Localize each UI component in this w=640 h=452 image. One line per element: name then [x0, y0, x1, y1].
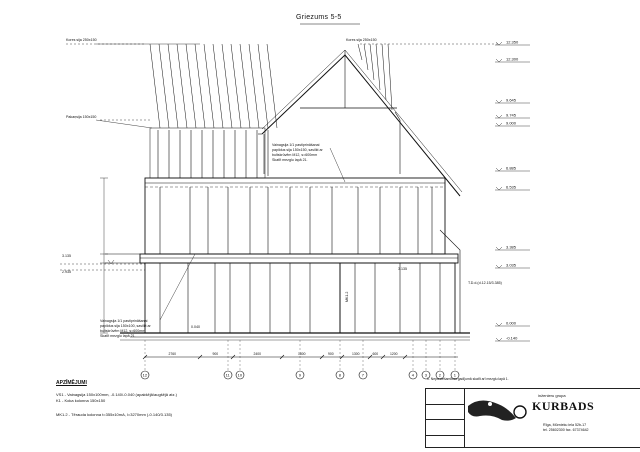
rafter-line	[382, 44, 386, 100]
dim-label: 2760	[168, 352, 177, 356]
level-label: 6.885	[506, 165, 517, 171]
note-lower-3: bultskrūvēm M12, s=600mm	[100, 329, 146, 333]
level-label: 12.300	[506, 56, 519, 62]
title-block	[425, 388, 640, 448]
axis-label: 9	[298, 372, 302, 378]
note-upper-1: Vainagsija 1/1 pastiprināšanai	[272, 143, 320, 147]
axis-label: 11	[225, 372, 230, 378]
rafter-line	[358, 44, 362, 60]
level-marker	[496, 265, 502, 268]
rafter-line	[376, 44, 380, 90]
pressure-note: T.D.d.(d.12.15/3.385)	[468, 281, 502, 285]
level-label: 9.745	[506, 112, 517, 118]
rafter-line	[364, 44, 368, 70]
level-label: 9.000	[506, 120, 517, 126]
axis-label: 8	[338, 372, 342, 378]
rafter-line	[388, 44, 392, 110]
note-upper-2: papildus sija 150x150, savilkt ar	[272, 148, 323, 152]
axis-label: 7	[361, 372, 365, 378]
note-upper-3: bultskrūvēm M12, s=600mm	[272, 153, 318, 157]
title-block-cells	[426, 389, 465, 447]
rafter-line	[195, 44, 205, 128]
legend-item-1: K1 - Koka kolonna 150x150	[56, 398, 106, 403]
rafter-line	[186, 44, 196, 128]
rafter-line	[150, 44, 160, 128]
dim-label: 2400	[253, 352, 262, 356]
level-label: 3.385	[506, 244, 517, 250]
general-remark: 1. Nepieciešamības gadījumā skatīt arī mezglu lapā 1.	[427, 377, 509, 381]
inline-level-1: 0.040	[191, 325, 200, 329]
rafter-line	[231, 44, 241, 128]
rafter-line	[258, 44, 268, 128]
level-left-0: 3.135	[62, 254, 71, 258]
dim-label: 1300	[352, 352, 360, 356]
dim-label: 1800	[298, 352, 306, 356]
level-marker	[496, 100, 502, 103]
rafter-line	[240, 44, 250, 128]
rafter-line	[370, 44, 374, 80]
level-left-1: 2.935	[62, 270, 71, 274]
axis-label: 4	[411, 372, 415, 378]
legend-item-0: VS1 - Vainagsija 150x100mm, -0.140/-0.040 (apakšējā/augšējā atz.)	[56, 392, 177, 397]
company-logo-text: KURBADS	[532, 399, 595, 413]
label-steel-column: MK1.2	[345, 291, 349, 302]
rafter-line	[249, 44, 259, 128]
level-marker	[496, 168, 502, 171]
axis-label: 2	[438, 372, 442, 378]
dim-label: 600	[372, 352, 379, 356]
level-marker	[496, 187, 502, 190]
label-purlin: Pakaņsija 150x150	[66, 115, 97, 119]
dim-label: 900	[328, 352, 334, 356]
rafter-line	[159, 44, 169, 128]
level-marker	[496, 247, 502, 250]
note-lower-4: Skatīt mezglu lapā 21.	[100, 334, 136, 338]
dim-label: 900	[212, 352, 219, 356]
note-upper-4: Skatīt mezglu lapā 21.	[272, 158, 308, 162]
level-marker	[496, 42, 502, 45]
level-label: 0.000	[506, 320, 517, 326]
rafter-line	[267, 44, 277, 128]
legend	[56, 380, 177, 418]
rafter-line	[168, 44, 178, 128]
axis-label: 10	[237, 372, 243, 378]
rafter-line	[213, 44, 223, 128]
level-label: 12.350	[506, 39, 519, 45]
level-marker	[496, 323, 502, 326]
rafter-line	[177, 44, 187, 128]
dim-label: 1200	[390, 352, 398, 356]
label-ridge-beam-left: Kores sija 250x150	[66, 38, 97, 42]
legend-heading: APZĪMĒJUMI	[56, 380, 87, 386]
axis-label: 3	[424, 372, 428, 378]
axis-label: 12	[142, 372, 148, 378]
level-marker	[496, 123, 502, 126]
inline-level-0: 3.135	[398, 267, 407, 271]
level-label: 3.035	[506, 262, 517, 268]
company-address: Rīga, Mūrnieku iela 52b-17 tel. 25602300 fax. 67374642	[543, 423, 589, 432]
level-label: 9.645	[506, 97, 517, 103]
note-lower-2: papildus sija 150x100, savilkt ar	[100, 324, 151, 328]
level-label: 6.535	[506, 184, 517, 190]
level-label: -0.140	[506, 335, 518, 341]
note-lower-1: Vainagsija 1/1 pastiprināšanai	[100, 319, 148, 323]
legend-item-2: MK1.2 - Tērauda kolonna t=355x10mA, l=3270mm (-0.140/3.135)	[56, 412, 173, 417]
axis-label: 1	[453, 372, 457, 378]
rafter-line	[204, 44, 214, 128]
level-marker	[496, 59, 502, 62]
level-marker	[496, 115, 502, 118]
company-tag: inženieru grupa	[538, 393, 566, 398]
level-marker	[496, 338, 502, 341]
label-ridge-beam-right: Kores sija 250x150	[346, 38, 377, 42]
drawing-title: Griezums 5-5	[296, 14, 342, 21]
rafter-line	[222, 44, 232, 128]
